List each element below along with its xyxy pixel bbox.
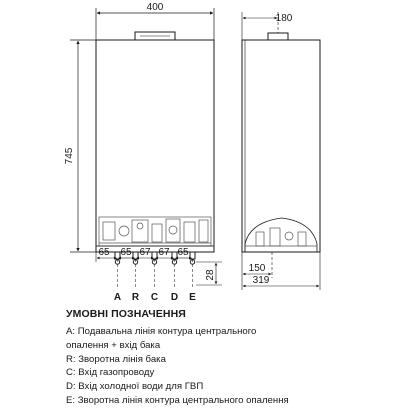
legend-item: A: Подавальна лінія контура центрального bbox=[66, 326, 257, 337]
spacing-label-2: 65 bbox=[120, 247, 132, 258]
side-view bbox=[242, 33, 320, 252]
side-total-label: 319 bbox=[252, 275, 270, 286]
spacing-label-3: 67 bbox=[139, 247, 151, 258]
side-inner-label: 150 bbox=[248, 263, 266, 274]
connection-label-r: R bbox=[131, 292, 140, 303]
hydraulic-block bbox=[99, 217, 211, 246]
legend-item: опалення + вхід бака bbox=[66, 339, 161, 351]
spacing-label-1: 65 bbox=[98, 247, 110, 258]
legend-item: E: Зворотна лінія контура центрального опалення bbox=[66, 394, 289, 406]
legend-title: УМОВНІ ПОЗНАЧЕННЯ bbox=[66, 308, 186, 320]
legend-item: D: Вхід холодної води для ГВП bbox=[66, 381, 204, 393]
legend-item: R: Зворотна лінія бака bbox=[66, 353, 166, 365]
legend-list bbox=[66, 325, 396, 408]
height-label: 745 bbox=[64, 147, 75, 165]
side-flue bbox=[268, 33, 288, 40]
spacing-label-4: 67 bbox=[158, 247, 170, 258]
front-view bbox=[96, 32, 214, 288]
side-depth-label: 180 bbox=[275, 13, 293, 24]
width-label: 400 bbox=[146, 2, 164, 13]
connection-label-a: A bbox=[113, 292, 122, 303]
connection-label-c: C bbox=[150, 292, 159, 303]
legend bbox=[66, 308, 396, 408]
height-dimension bbox=[70, 40, 96, 252]
legend-item: C: Вхід газопроводу bbox=[66, 367, 155, 379]
spacing-label-5: 65 bbox=[177, 247, 189, 258]
connection-label-d: D bbox=[170, 292, 179, 303]
connection-label-e: E bbox=[189, 292, 196, 303]
side-depth-dimension bbox=[242, 12, 278, 40]
side-casing bbox=[242, 40, 320, 252]
pipe-height-label: 28 bbox=[205, 269, 216, 281]
front-casing bbox=[96, 40, 214, 252]
